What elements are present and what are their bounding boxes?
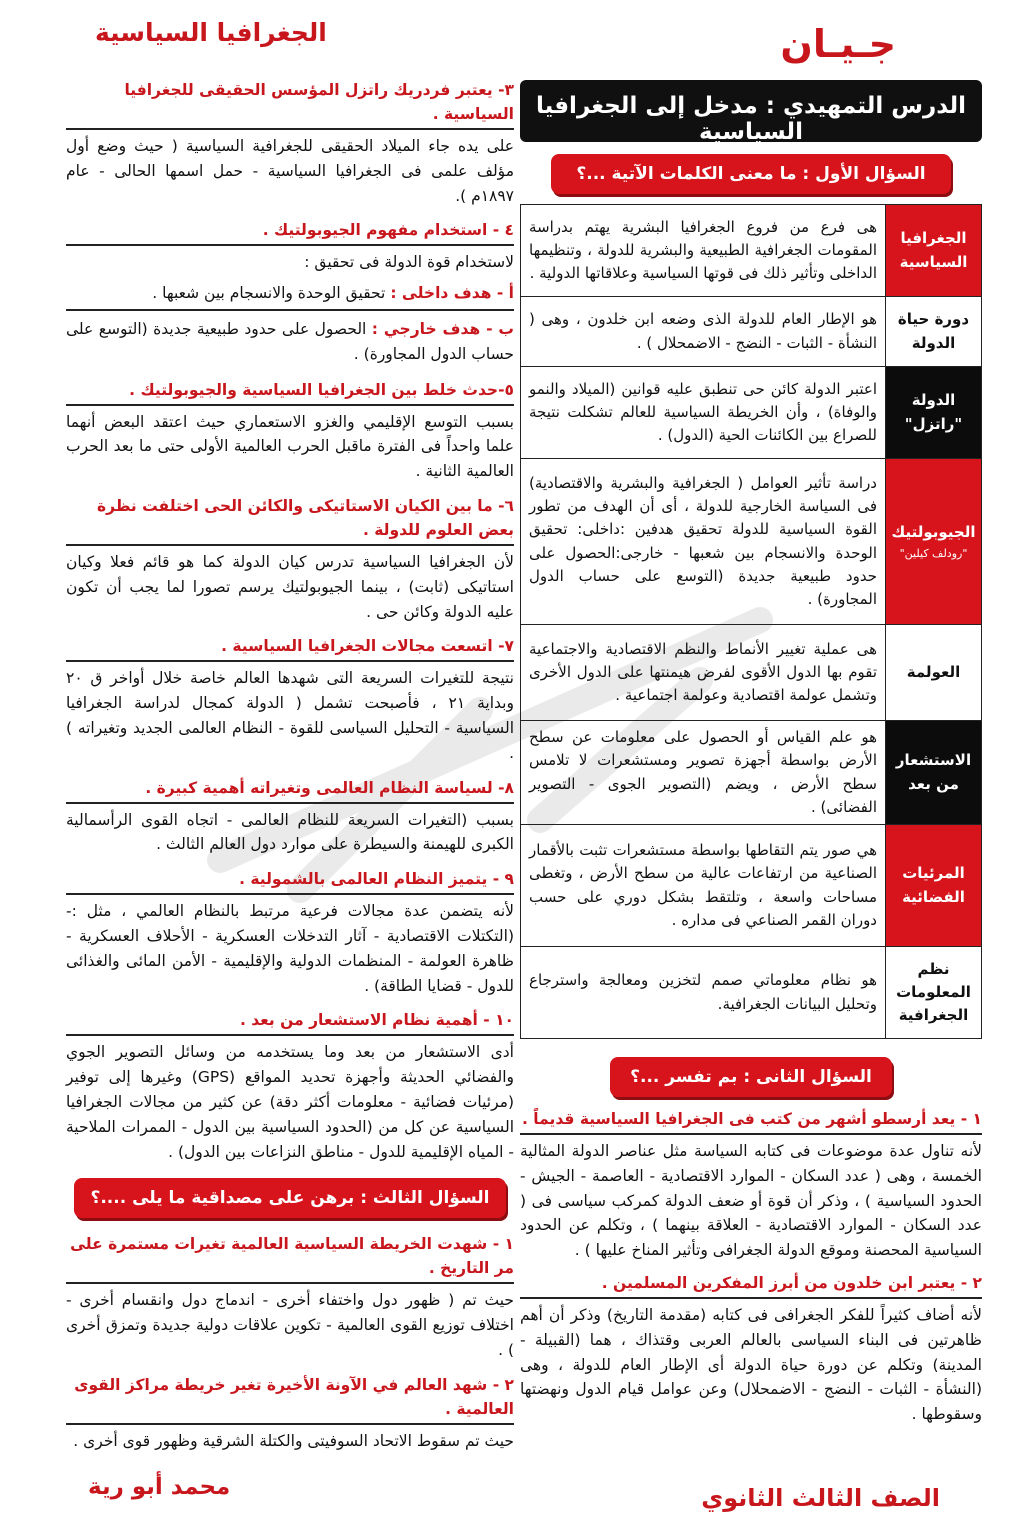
item-10-body: أدى الاستشعار من بعد وما يستخدمه من وسائل التصوير الجوي والفضائي الحديثة وأجهزة تحديد المواقع (GPS) وغيرها إلى توفير (مرئيات فضائية - معلومات أكثر دقة) عن كثير من مجالات الجغرافيا السياسية عن كل من (الحدود السياسية بين الدول - الممرات الملاحية - المياه الإقليمية للدول - مناطق النزاعات بين الدول) .	[66, 1043, 514, 1161]
author-name: محمد أبو رية	[88, 1474, 231, 1500]
question-3-item-1-head: ١ - شهدت الخريطة السياسية العالمية تغيرات مستمرة على مر التاريخ .	[66, 1232, 514, 1284]
term-label: المرئيات الفضائية	[902, 864, 965, 906]
definition-cell: هى فرع من فروع الجغرافيا البشرية يهتم بدراسة المقومات الجغرافية الطبيعية والبشرية للدولة ، وتنظيمها الداخلى وتأثير ذلك فى قوتها السياسية وعلاقاتها الدولية .	[521, 205, 886, 297]
question-3-header: السؤال الثالث : برهن على مصداقية ما يلى ....؟	[74, 1178, 506, 1218]
grade-label: الصف الثالث الثانوي	[701, 1484, 940, 1512]
definition-cell: دراسة تأثير العوامل ( الجغرافية والبشرية والاقتصادية) فى السياسة الخارجية للدولة ، أى أن الهدف من تطور القوة السياسية للدولة تحقيق هدفين :داخلى: تحقيق الوحدة والانسجام بين شعبها - خارجى:الحصول على حدود طبيعية جديدة (التوسع على حساب الدول المجاورة) .	[521, 459, 886, 625]
term-cell	[886, 825, 982, 947]
item-7-body: نتيجة للتغيرات السريعة التى شهدها العالم خاصة خلال أواخر ق ٢٠ وبداية ٢١ ، فأصبحت تشمل ( الدولة كمجال لدراسة الجغرافيا السياسية - التحليل السياسى للقوة - النظام العالمى الجديد وتغيراته ) .	[66, 669, 514, 762]
item-8-body: بسبب (التغيرات السريعة للنظام العالمى - اتجاه القوى الرأسمالية الكبرى للهيمنة والسيطرة على موارد دول العالم الثالث .	[66, 810, 514, 854]
goal-internal-label: أ - هدف داخلى :	[390, 284, 514, 303]
item-6-head: ٦- ما بين الكيان الاستاتيكى والكائن الحى اختلفت نظرة بعض العلوم للدولة .	[66, 494, 514, 546]
subject-title: الجغرافيا السياسية	[95, 18, 327, 47]
item-4-body: لاستخدام قوة الدولة فى تحقيق :	[304, 253, 514, 272]
table-row	[521, 367, 982, 459]
definition-cell: اعتبر الدولة كائن حى تنطبق عليه قوانين (الميلاد والنمو والوفاة) ، وأن الخريطة السياسية للعالم تشكلت نتيجة للصراع بين الكائنات الحية (الدول) .	[521, 367, 886, 459]
definition-cell: هى عملية تغيير الأنماط والنظم الاقتصادية والاجتماعية تقوم بها الدول الأقوى لفرض هيمنتها على الدول الأخرى وتشمل عولمة اقتصادية وعولمة اجتماعية .	[521, 625, 886, 721]
term-cell	[886, 205, 982, 297]
definition-cell: هو علم القياس أو الحصول على معلومات عن سطح الأرض بواسطة أجهزة تصوير ومستشعرات لا تلامس سطح الأرض ، ويضم (التصوير الجوى - التصوير الفضائى) .	[521, 721, 886, 825]
term-cell	[886, 721, 982, 825]
question-2-item-1-body: لأنه تناول عدة موضوعات فى كتابه السياسة مثل عناصر الدولة المثالية الخمسة ، وهى ( عدد السكان - الموارد الاقتصادية - العاصمة - الجيش - الحدود السياسية ) ، وذكر أن قوة أو ضعف الدولة كمركب سياسى فى ( عدد السكان - الموارد الاقتصادية - العلاقة بينهما ) ، وتكلم عن الحدود السياسية المحصنة وموقع الدولة الجغرافى وتأثير المناخ عليها ) .	[520, 1142, 982, 1260]
item-6-body: لأن الجغرافيا السياسية تدرس كيان الدولة كما هو قائم فعلا وكيان استاتيكى (ثابت) ، بينما الجيوبولتيك يرسم تصورا لما يجب أن تكون عليه الدولة وكائن حى .	[66, 553, 514, 621]
question-3-item-2-head: ٢ - شهد العالم في الآونة الأخيرة تغير خريطة مراكز القوى العالمية .	[66, 1373, 514, 1425]
term-cell	[886, 947, 982, 1039]
question-2-item-2-body: لأنه أضاف كثيراً للفكر الجغرافى فى كتابه (مقدمة التاريخ) وذكر أن أهم ظاهرتين فى البناء السياسى بالعالم العربى وقتذاك ، هما (القبيلة - المدينة) وتكلم عن دورة حياة الدولة أى الإطار العام للدولة ، وهى (النشأة - الثبات - النضج - الاضمحلال) وعن عوامل قيام الدول ونهضتها وسقوطها .	[520, 1306, 982, 1424]
item-9-body: لأنه يتضمن عدة مجالات فرعية مرتبط بالنظام العالمي ، مثل :- (التكتلات الاقتصادية - آثار التدخلات العسكرية - الأحلاف العسكرية - ظاهرة العولمة - المنظمات الدولية والإقليمية - الأمن المائى والغذائى للدول - قضايا الطاقة) .	[66, 902, 514, 995]
table-row	[521, 297, 982, 367]
table-row	[521, 625, 982, 721]
term-cell	[886, 297, 982, 367]
goal-internal	[66, 281, 514, 311]
term-cell	[886, 367, 982, 459]
definition-cell: هي صور يتم التقاطها بواسطة مستشعرات تثبت بالأقمار الصناعية من ارتفاعات عالية من سطح الأرض ، وتغطى مساحات واسعة ، وتلتقط بشكل دوري على حسب دوران القمر الصناعي فى مداره .	[521, 825, 886, 947]
goal-internal-text: تحقيق الوحدة والانسجام بين شعبها .	[152, 284, 386, 303]
item-5-body: بسبب التوسع الإقليمي والغزو الاستعماري حيث اعتقد البعض أنهما علما واحداً فى الفترة ماقبل الحرب العالمية الأولى حتى ما بعد الحرب العالمية الثانية .	[66, 412, 514, 481]
item-10-head: ١٠ - أهمية نظام الاستشعار من بعد .	[66, 1008, 514, 1036]
term-sublabel: "رودلف كيلين"	[899, 546, 968, 560]
table-row	[521, 459, 982, 625]
item-7-head: ٧- اتسعت مجالات الجغرافيا السياسية .	[66, 634, 514, 662]
left-column	[66, 74, 514, 1454]
term-label: الجغرافيا السياسية	[899, 229, 968, 271]
question-2-header: السؤال الثانى : بم تفسر ...؟	[610, 1057, 892, 1097]
item-9-head: ٩ - يتميز النظام العالمى بالشمولية .	[66, 867, 514, 895]
item-3-body: على يده جاء الميلاد الحقيقى للجغرافية السياسية ( حيث وضع أول مؤلف علمى فى الجغرافيا السياسية - حمل اسمها الحالى - عام ١٨٩٧م ).	[66, 137, 514, 205]
definition-cell: هو الإطار العام للدولة الذى وضعه ابن خلدون ، وهى ( النشأة - الثبات - النضج - الاضمحلال ) .	[521, 297, 886, 367]
term-label: الدولة "راتزل"	[904, 391, 963, 433]
term-cell	[886, 625, 982, 721]
item-8-head: ٨- لسياسة النظام العالمى وتغيراته أهمية كبيرة .	[66, 776, 514, 804]
question-1-header: السؤال الأول : ما معنى الكلمات الآتية ...؟	[551, 154, 951, 194]
question-3-item-2-body: حيث تم سقوط الاتحاد السوفيتى والكتلة الشرقية وظهور قوى أخرى .	[73, 1431, 514, 1450]
term-label: العولمة	[906, 662, 961, 681]
brand-logo-text: جـيـان	[780, 22, 896, 66]
question-3-item-1-body: حيث تم ( ظهور دول واختفاء أخرى - اندماج دول وانقسام أخرى - اختلاف توزيع القوى العالمية - تكوين علاقات دولية جديدة وتمزق أخرى ) .	[66, 1291, 514, 1360]
right-column	[520, 80, 982, 1427]
goal-external	[66, 317, 514, 367]
lesson-title: الدرس التمهيدي : مدخل إلى الجغرافيا السياسية	[520, 80, 982, 142]
definitions-table	[520, 204, 982, 1039]
goal-external-text: الحصول على حدود طبيعية جديدة (التوسع على حساب الدول المجاورة) .	[66, 320, 514, 364]
term-label: نظم المعلومات الجغرافية	[896, 959, 971, 1025]
table-row	[521, 205, 982, 297]
term-label: الجيوبولتيك	[891, 523, 976, 542]
item-5-head: ٥-حدث خلط بين الجغرافيا السياسية والجيوبولتيك .	[66, 378, 514, 406]
term-cell	[886, 459, 982, 625]
goal-external-label: ب - هدف خارجي :	[371, 320, 515, 339]
question-2-item-2-head: ٢ - يعتبر ابن خلدون من أبرز المفكرين المسلمين .	[520, 1271, 982, 1299]
term-label: الاستشعار من بعد	[895, 751, 972, 793]
table-row	[521, 721, 982, 825]
table-row	[521, 825, 982, 947]
definition-cell: هو نظام معلوماتي صمم لتخزين ومعالجة واسترجاع وتحليل البيانات الجغرافية.	[521, 947, 886, 1039]
table-row	[521, 947, 982, 1039]
question-2-item-1-head: ١ - يعد أرسطو أشهر من كتب فى الجغرافيا السياسية قديماً .	[520, 1107, 982, 1135]
item-3-head: ٣- يعتبر فردريك راتزل المؤسس الحقيقى للجغرافيا السياسية .	[66, 78, 514, 130]
item-4-head: ٤ - استخدام مفهوم الجيوبولتيك .	[66, 218, 514, 246]
term-label: دورة حياة الدولة	[897, 310, 970, 352]
